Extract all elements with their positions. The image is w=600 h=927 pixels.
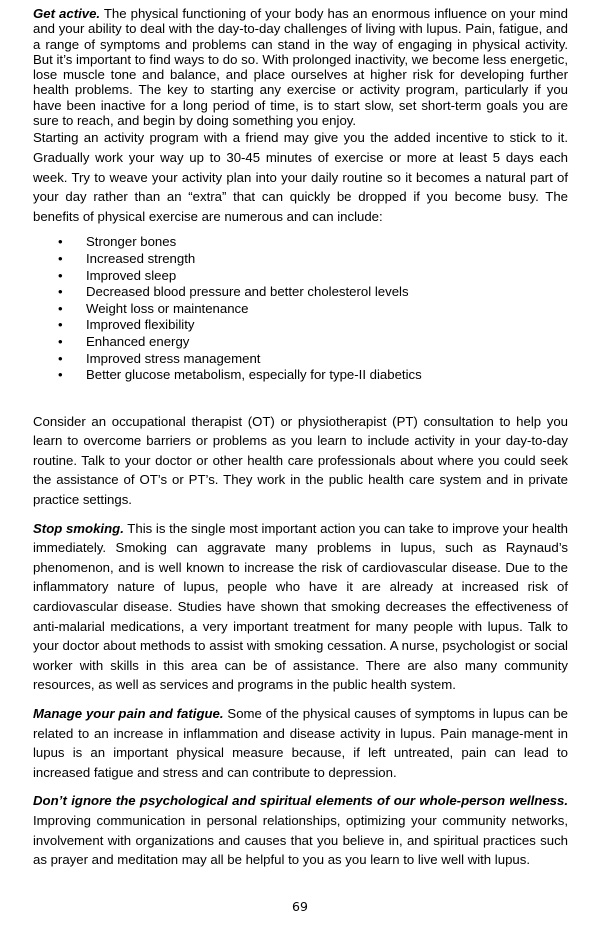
benefit-list-item [33, 367, 568, 384]
benefit-text: Weight loss or maintenance [86, 300, 249, 316]
bullet-icon: • [58, 234, 63, 250]
benefit-list-item [33, 284, 568, 301]
get-active-paragraph: Get active. The physical functioning of your body has an enormous influence on your mind and your ability to deal with the day-to-day challenges of living with lupus. Pain, fatigue, and a range of symptoms and problems can stand in the way of engaging in physical activity. But it’s important to find ways to do so. With prolonged inactivity, we become less energetic, lose muscle tone and balance, and place ourselves at higher risk for developing further health problems. The key to starting any exercise or activity program, particularly if you have been inactive for a long period of time, is to start slow, set short-term goals you are sure to reach, and begin by doing something you enjoy. [33, 6, 568, 129]
section-heading: Stop smoking. [33, 520, 124, 536]
bullet-icon: • [58, 333, 63, 349]
activity-program-paragraph: Starting an activity program with a friend may give you the added incentive to stick to it. Gradually work your way up to 30-45 minutes of exercise or more at least 5 days each week. Try to weave your activity plan into your daily routine so it becomes a natural part of your day rather than an “extra” that can quickly be dropped if you become busy. The benefits of physical exercise are numerous and can include: [33, 130, 568, 224]
bullet-icon: • [58, 367, 63, 383]
benefit-text: Improved sleep [86, 267, 177, 283]
benefit-list-item [33, 334, 568, 351]
benefit-text: Improved flexibility [86, 317, 195, 333]
bullet-icon: • [58, 317, 63, 333]
section-heading: Don’t ignore the psychological and spiritual elements of our whole-person wellness. [33, 793, 568, 809]
bullet-icon: • [58, 284, 63, 300]
pain-fatigue-paragraph: Manage your pain and fatigue. Some of the physical causes of symptoms in lupus can be related to an increase in inflammation and disease activity in lupus. Pain manage-ment in lupus is an important physical measure because, if left untreated, pain can lead to increased fatigue and stress and can contribute to depression. [33, 706, 568, 780]
page-number: 69 [292, 899, 308, 914]
benefit-list-item [33, 301, 568, 318]
benefit-list-item [33, 268, 568, 285]
benefit-text: Better glucose metabolism, especially for type-II diabetics [86, 367, 422, 383]
benefit-text: Increased strength [86, 250, 196, 266]
bullet-icon: • [58, 267, 63, 283]
ot-pt-paragraph: Consider an occupational therapist (OT) or physiotherapist (PT) consultation to help you learn to overcome barriers or problems as you learn to include activity in your day-to-day routine. Talk to your doctor or other health care professionals about where you could seek the assistance of OT’s or PT’s. They work in the public health care system and in private practice settings. [33, 413, 568, 508]
benefit-list-item [33, 317, 568, 334]
benefit-list-item [33, 351, 568, 368]
document-page [33, 6, 568, 870]
benefits-list [33, 234, 568, 383]
stop-smoking-paragraph: Stop smoking. This is the single most important action you can take to improve your health immediately. Smoking can aggravate many problems in lupus, such as Raynaud’s phenomenon, and is well known to increase the risk of cardiovascular disease. Due to the inflammatory nature of lupus, people who have it are already at increased risk of cardiovascular disease. Studies have shown that smoking decreases the effectiveness of anti-malarial medications, a very important treatment for many people with lupus. Talk to your doctor about methods to assist with smoking cessation. A nurse, psychologist or social worker with skills in this area can be of assistance. There are also many community resources, as well as services and programs in the public health system. [33, 520, 568, 693]
benefit-list-item [33, 234, 568, 251]
bullet-icon: • [58, 250, 63, 266]
psychological-paragraph: Don’t ignore the psychological and spiritual elements of our whole-person wellness. Improving communication in personal relationships, optimizing your community networks, involvement with organizations and causes that you believe in, and spiritual practices such as prayer and meditation may all be helpful to you as you learn to live well with lupus. [33, 793, 568, 868]
benefit-text: Decreased blood pressure and better cholesterol levels [86, 284, 409, 300]
section-heading: Manage your pain and fatigue. [33, 706, 224, 721]
benefit-list-item [33, 251, 568, 268]
benefit-text: Enhanced energy [86, 333, 190, 349]
bullet-icon: • [58, 350, 63, 366]
bullet-icon: • [58, 300, 63, 316]
benefit-text: Improved stress management [86, 350, 261, 366]
section-heading: Get active. [33, 6, 101, 21]
benefit-text: Stronger bones [86, 234, 177, 250]
